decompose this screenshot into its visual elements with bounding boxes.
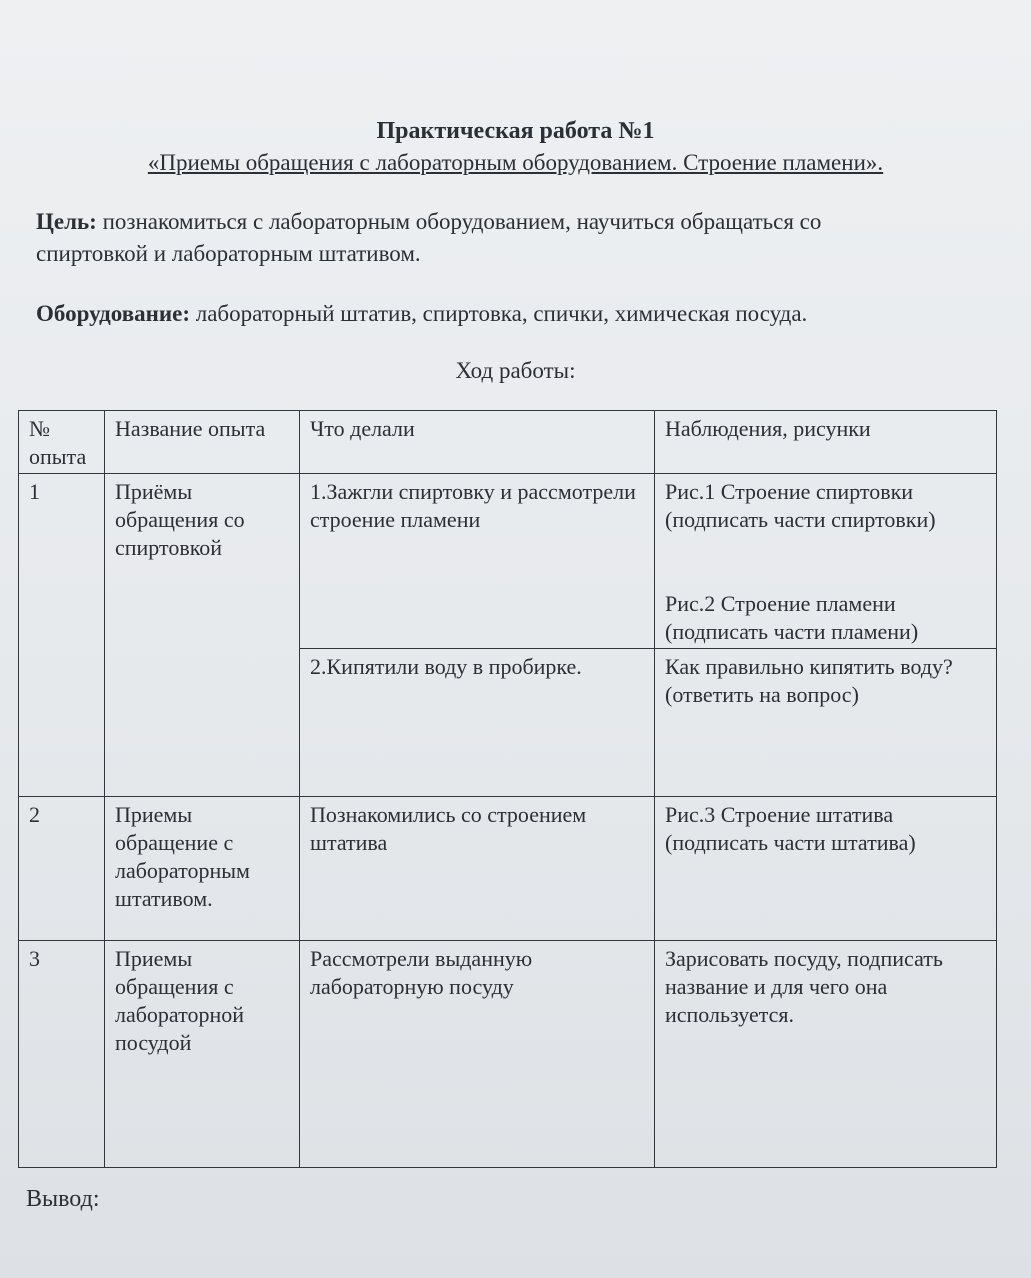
exp1-name: Приёмы обращения со спиртовкой xyxy=(105,474,300,797)
exp2-number: 2 xyxy=(19,797,105,941)
exp1-observations1 xyxy=(655,474,997,649)
exp1-obs-figure2: Рис.2 Строение пламени (подписать части пламени) xyxy=(665,591,919,644)
exp2-name: Приемы обращение с лабораторным штативом. xyxy=(105,797,300,941)
goal-paragraph xyxy=(36,206,916,270)
table-row xyxy=(19,941,997,1168)
header-number: № опыта xyxy=(19,411,105,474)
exp3-number: 3 xyxy=(19,941,105,1168)
exp1-action2: 2.Кипятили воду в пробирке. xyxy=(300,649,655,797)
exp1-observations2: Как правильно кипятить воду? (ответить на вопрос) xyxy=(655,649,997,797)
exp2-action: Познакомились со строением штатива xyxy=(300,797,655,941)
progress-heading: Ход работы: xyxy=(455,358,576,383)
table-row xyxy=(19,474,997,649)
equipment-text: лабораторный штатив, спиртовка, спички, химическая посуда. xyxy=(189,301,808,326)
table-row xyxy=(19,797,997,941)
goal-label: Цель: xyxy=(36,209,97,234)
conclusion-label: Вывод: xyxy=(26,1186,100,1212)
exp1-action1: 1.Зажгли спиртовку и рассмотрели строение пламени xyxy=(300,474,655,649)
exp1-number: 1 xyxy=(19,474,105,797)
exp3-action: Рассмотрели выданную лабораторную посуду xyxy=(300,941,655,1168)
exp1-obs-figure1: Рис.1 Строение спиртовки (подписать части спиртовки) xyxy=(665,479,936,532)
header-observations: Наблюдения, рисунки xyxy=(655,411,997,474)
header-name: Название опыта xyxy=(105,411,300,474)
equipment-paragraph xyxy=(36,298,916,330)
goal-text: познакомиться с лабораторным оборудованием, научиться обращаться со спиртовкой и лабораторным штативом. xyxy=(36,209,822,266)
equipment-label: Оборудование: xyxy=(36,301,190,326)
page-subtitle: «Приемы обращения с лабораторным оборудованием. Строение пламени». xyxy=(147,150,884,175)
table-header-row xyxy=(19,411,997,474)
exp3-name: Приемы обращения с лабораторной посудой xyxy=(105,941,300,1168)
exp3-observations: Зарисовать посуду, подписать название и для чего она используется. xyxy=(655,941,997,1168)
header-actions: Что делали xyxy=(300,411,655,474)
work-table xyxy=(18,410,997,1168)
exp2-observations: Рис.3 Строение штатива (подписать части штатива) xyxy=(655,797,997,941)
page-title: Практическая работа №1 xyxy=(376,118,655,144)
